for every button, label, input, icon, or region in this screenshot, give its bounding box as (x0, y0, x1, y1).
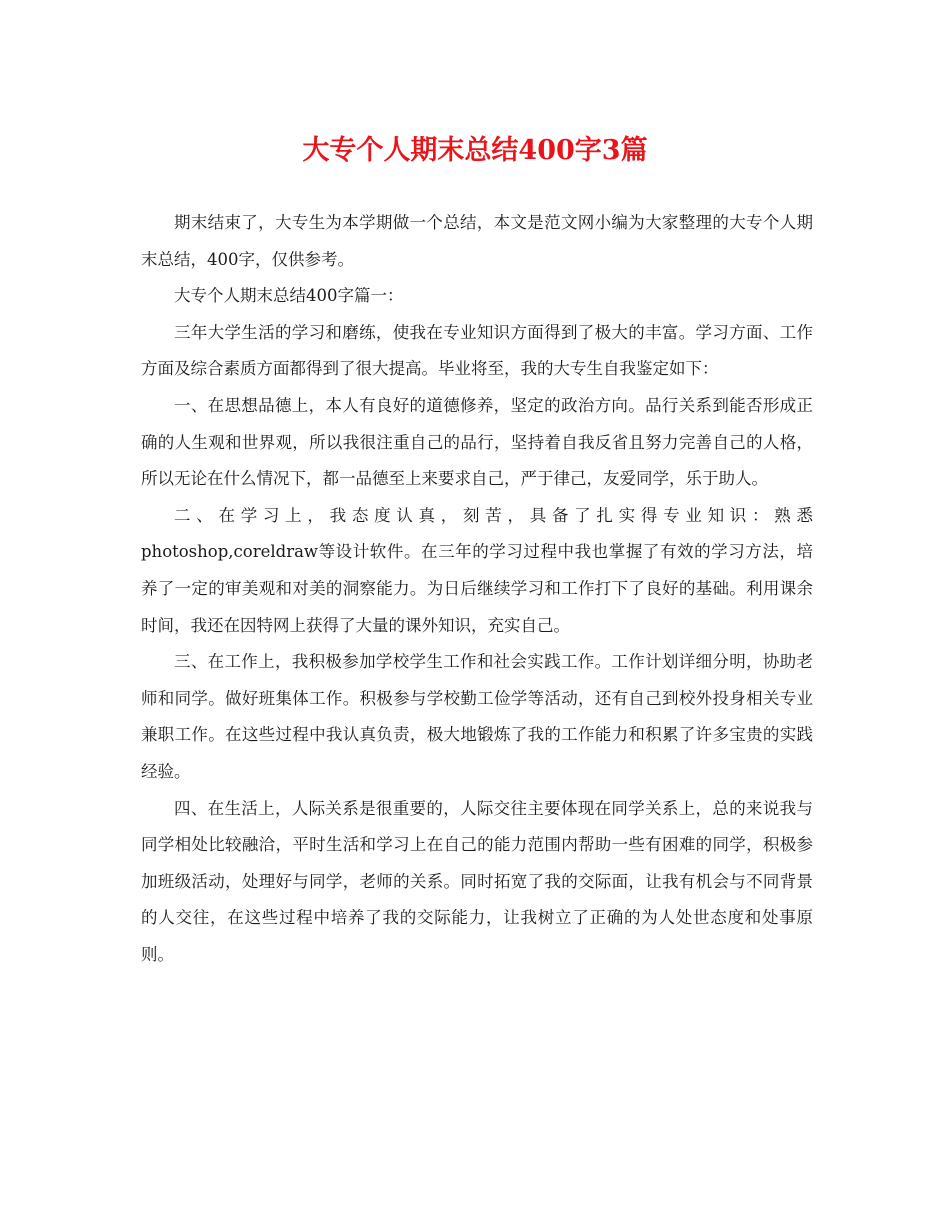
document-title: 大专个人期末总结400字3篇 (302, 135, 648, 166)
body-paragraph: 三年大学生活的学习和磨练，使我在专业知识方面得到了极大的丰富。学习方面、工作方面及综合素质方面都得到了很大提高。毕业将至，我的大专生自我鉴定如下： (141, 322, 813, 379)
body-paragraph: 三、在工作上，我积极参加学校学生工作和社会实践工作。工作计划详细分明，协助老师和同学。做好班集体工作。积极参与学校勤工俭学等活动，还有自己到校外投身相关专业兼职工作。在这些过程中我认真负责，极大地锻炼了我的工作能力和积累了许多宝贵的实践经验。 (141, 652, 813, 781)
section-heading: 大专个人期末总结400字篇一： (174, 286, 404, 306)
intro-paragraph: 期末结束了，大专生为本学期做一个总结，本文是范文网小编为大家整理的大专个人期末总结，400字，仅供参考。 (141, 213, 813, 269)
body-paragraph: 四、在生活上，人际关系是很重要的，人际交往主要体现在同学关系上，总的来说我与同学相处比较融洽，平时生活和学习上在自己的能力范围内帮助一些有困难的同学，积极参加班级活动，处理好与同学，老师的关系。同时拓宽了我的交际面，让我有机会与不同背景的人交往，在这些过程中培养了我的交际能力，让我树立了正确的为人处世态度和处事原则。 (141, 798, 813, 964)
body-paragraph: 二、在学习上，我态度认真，刻苦，具备了扎实得专业知识：熟悉photoshop,coreldraw等设计软件。在三年的学习过程中我也掌握了有效的学习方法，培养了一定的审美观和对美的洞察能力。为日后继续学习和工作打下了良好的基础。利用课余时间，我还在因特网上获得了大量的课外知识，充实自己。 (141, 505, 813, 635)
body-paragraph: 一、在思想品德上，本人有良好的道德修养，坚定的政治方向。品行关系到能否形成正确的人生观和世界观，所以我很注重自己的品行，坚持着自我反省且努力完善自己的人格，所以无论在什么情况下，都一品德至上来要求自己，严于律己，友爱同学，乐于助人。 (141, 395, 813, 489)
document-body (141, 205, 813, 973)
